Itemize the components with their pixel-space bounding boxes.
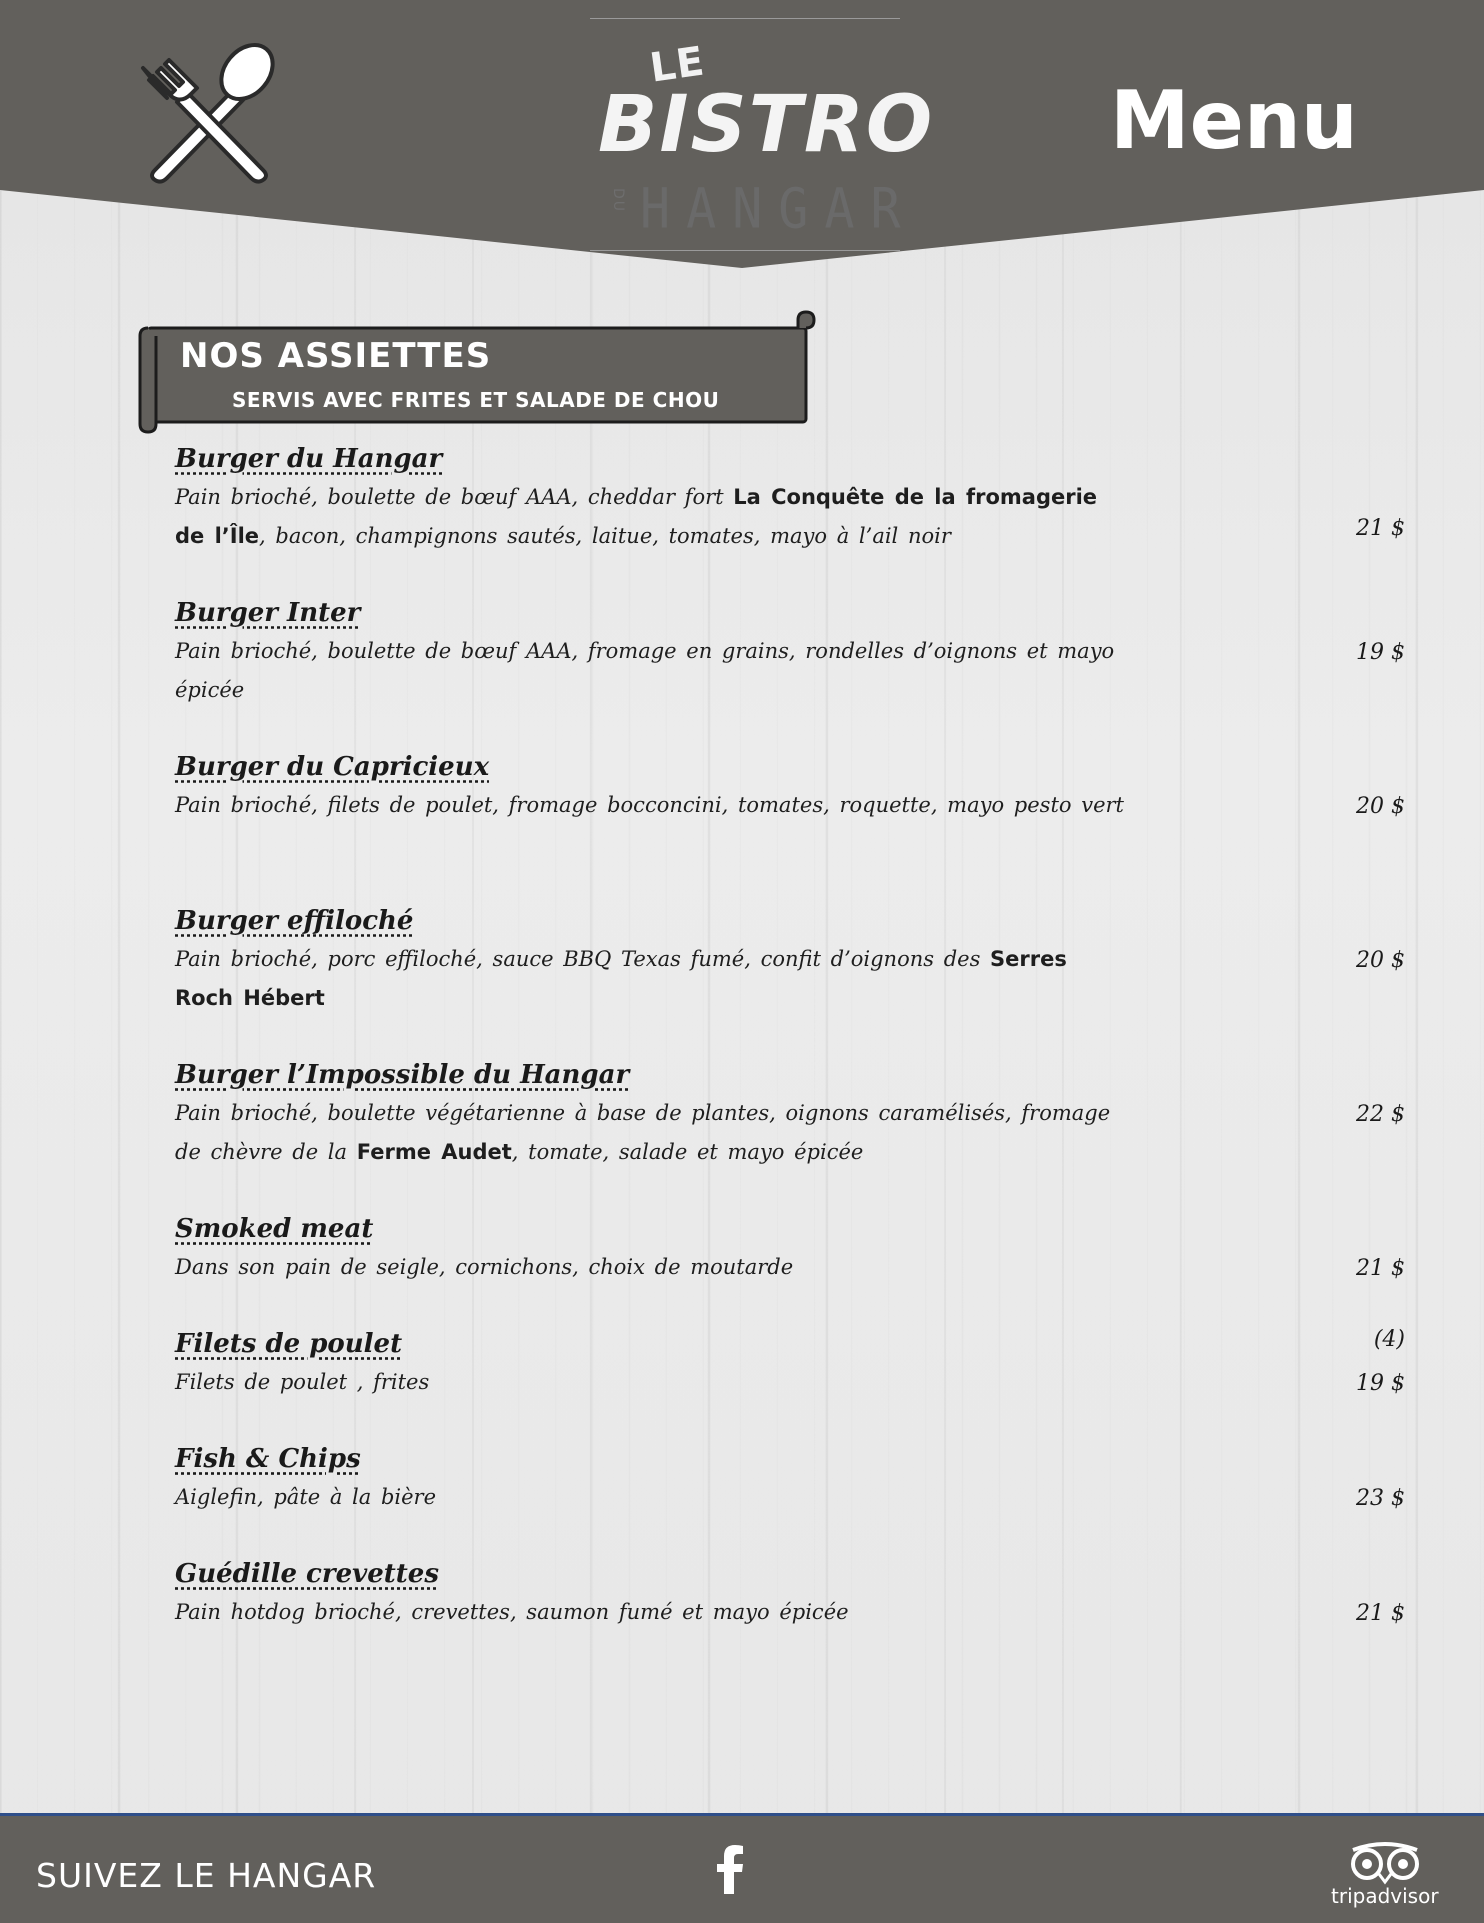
item-price: 19 $ [1356,1371,1405,1396]
item-quantity: (4) [1373,1327,1405,1352]
item-description: Pain brioché, boulette végétarienne à base de plantes, oignons caramélisés, fromage de chèvre de la Ferme Audet, tomate, salade et mayo épicée [175,1101,1111,1164]
page-title: Menu [1110,74,1358,167]
item-price: 19 $ [1356,640,1405,665]
item-price: 22 $ [1356,1102,1405,1127]
item-price: 20 $ [1356,794,1405,819]
item-description: Pain brioché, boulette de bœuf AAA, fromage en grains, rondelles d’oignons et mayo épicée [175,639,1115,702]
menu-item [175,1329,1405,1402]
menu-item [175,444,1405,556]
item-description: Aiglefin, pâte à la bière [175,1485,437,1509]
item-description: Pain hotdog brioché, crevettes, saumon fumé et mayo épicée [175,1600,849,1624]
item-description: Dans son pain de seigle, cornichons, choix de moutarde [175,1255,794,1279]
section-title: NOS ASSIETTES [180,336,492,376]
item-description: Pain brioché, filets de poulet, fromage bocconcini, tomates, roquette, mayo pesto vert [175,793,1124,817]
menu-item [175,1214,1405,1287]
menu-item [175,598,1405,710]
menu-item [175,1444,1405,1517]
bistro-logo [590,18,935,258]
menu-item [175,1060,1405,1172]
logo-du: DU [610,188,626,214]
item-name: Burger Inter [175,598,361,628]
item-price: 21 $ [1356,516,1405,541]
utensils-icon [135,38,285,188]
item-price: 23 $ [1356,1486,1405,1511]
item-name: Guédille crevettes [175,1559,439,1589]
menu-item [175,752,1405,825]
item-name: Burger effiloché [175,906,414,936]
item-description: Pain brioché, porc effiloché, sauce BBQ Texas fumé, confit d’oignons des Serres Roch Hébert [175,947,1067,1010]
menu-item [175,1559,1405,1632]
logo-top-rule [590,18,900,19]
menu-item [175,906,1405,1018]
logo-bistro: BISTRO [598,80,935,170]
logo-le: LE [647,38,708,92]
footer [0,1813,1484,1923]
item-name: Fish & Chips [175,1444,361,1474]
item-price: 20 $ [1356,948,1405,973]
item-name: Burger du Capricieux [175,752,490,782]
tripadvisor-label: tripadvisor [1331,1884,1439,1908]
item-price: 21 $ [1356,1256,1405,1281]
item-name: Filets de poulet [175,1329,403,1359]
item-name: Burger l’Impossible du Hangar [175,1060,630,1090]
item-name: Smoked meat [175,1214,374,1244]
facebook-icon[interactable] [710,1844,750,1894]
logo-hangar: HANGAR [640,177,917,241]
item-name: Burger du Hangar [175,444,443,474]
logo-bottom-rule [590,250,900,251]
section-subtitle: SERVIS AVEC FRITES ET SALADE DE CHOU [232,388,720,412]
follow-text: SUIVEZ LE HANGAR [36,1856,377,1895]
item-price: 21 $ [1356,1601,1405,1626]
item-description: Filets de poulet , frites [175,1370,430,1394]
item-description: Pain brioché, boulette de bœuf AAA, cheddar fort La Conquête de la fromagerie de l’Île, bacon, champignons sautés, laitue, tomates, mayo à l’ail noir [175,485,1098,548]
